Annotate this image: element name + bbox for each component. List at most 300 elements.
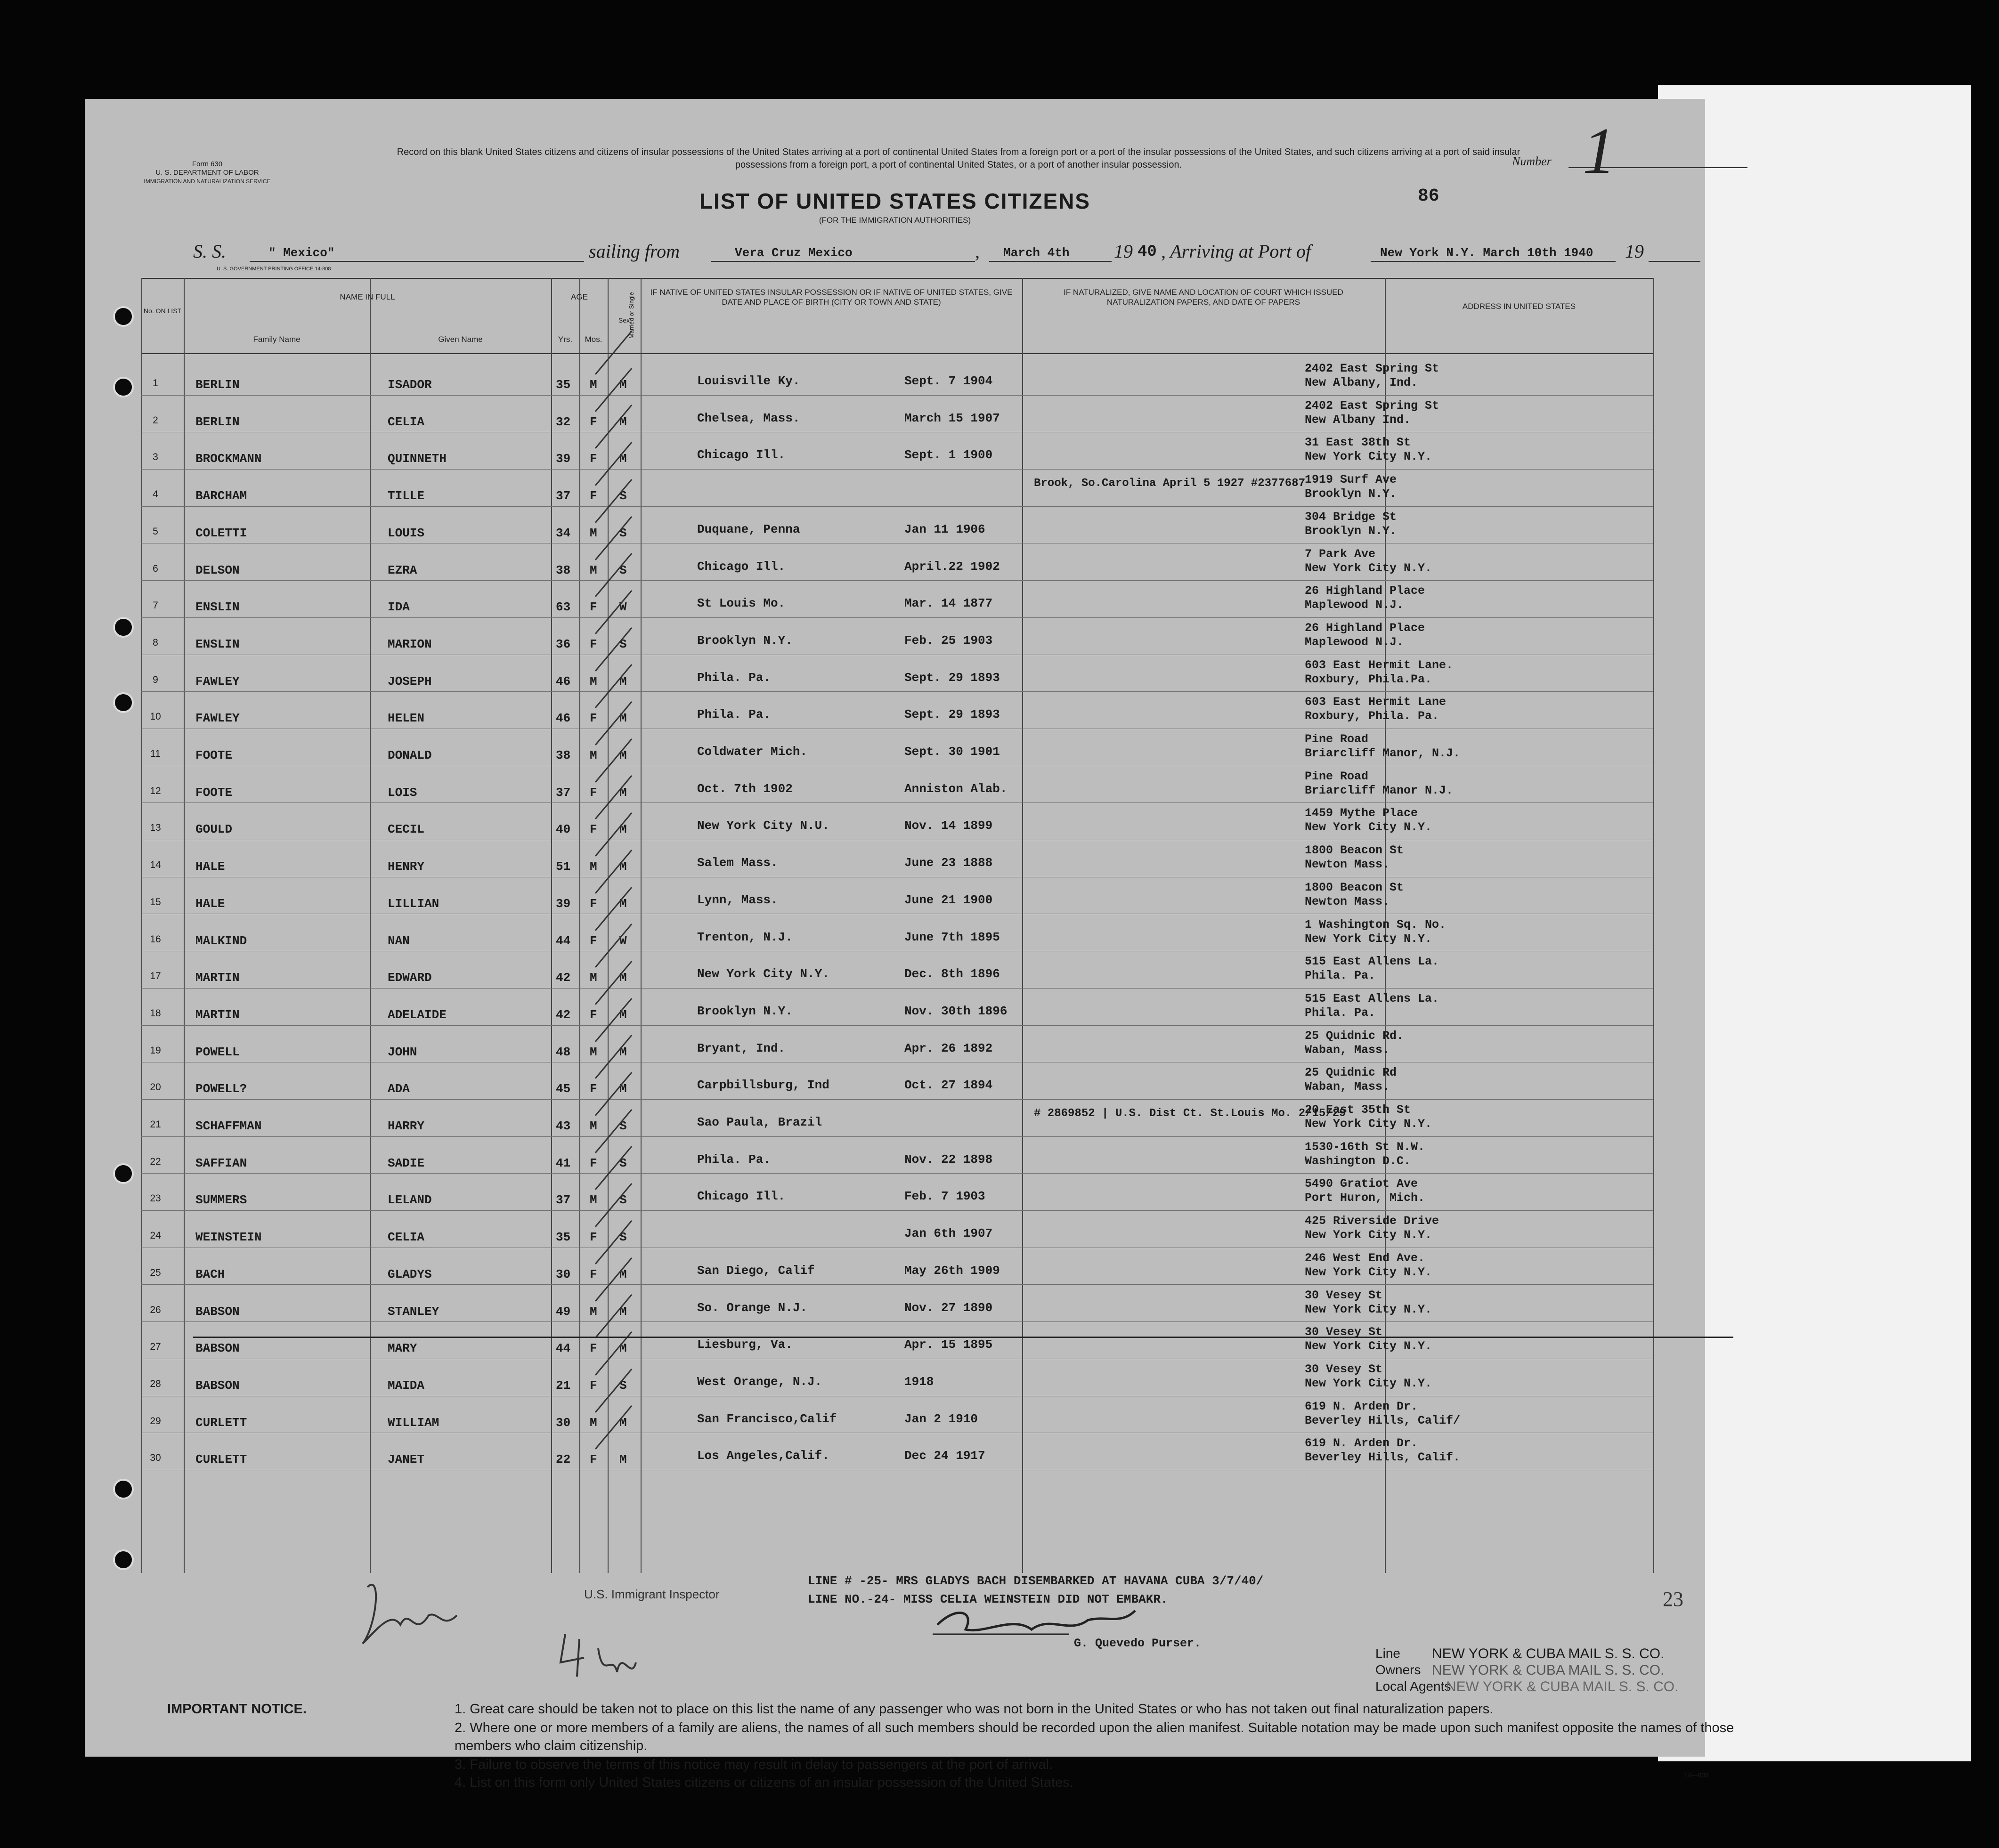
birth-place: Louisville Ky. xyxy=(697,374,800,388)
table-row xyxy=(141,1322,1653,1359)
address-line-1: 1800 Beacon St xyxy=(1305,880,1404,894)
inspector-signature xyxy=(349,1568,537,1662)
table-row xyxy=(141,841,1653,877)
punch-hole xyxy=(113,1549,134,1570)
given-name: ADELAIDE xyxy=(388,1007,447,1022)
marital-status: M xyxy=(619,822,627,837)
family-name: POWELL? xyxy=(195,1082,247,1096)
departure-year: 40 xyxy=(1138,243,1157,261)
age: 21 xyxy=(556,1378,571,1393)
birth-place: Bryant, Ind. xyxy=(697,1041,786,1055)
age: 37 xyxy=(556,489,571,503)
sex: F xyxy=(590,1452,597,1467)
sex: F xyxy=(590,785,597,800)
row-rule xyxy=(141,469,1653,470)
sex: F xyxy=(590,489,597,503)
row-number: 21 xyxy=(150,1119,161,1130)
year-prefix: 19 xyxy=(1114,241,1133,262)
address-line-2: New York City N.Y. xyxy=(1305,820,1432,835)
address-line-2: Washington D.C. xyxy=(1305,1154,1411,1168)
birth-date: Oct. 27 1894 xyxy=(904,1078,993,1093)
row-rule xyxy=(141,1210,1653,1211)
birth-date: Anniston Alab. xyxy=(904,781,1008,796)
address-line-1: 31 East 38th St xyxy=(1305,436,1411,450)
birth-place: Oct. 7th 1902 xyxy=(697,781,793,796)
age: 44 xyxy=(556,1341,571,1356)
table-row xyxy=(141,1360,1653,1396)
address-line-1: 304 Bridge St xyxy=(1305,510,1397,524)
row-number: 26 xyxy=(150,1304,161,1315)
department-name: U. S. DEPARTMENT OF LABOR xyxy=(155,169,259,177)
table-row xyxy=(141,989,1653,1026)
age: 46 xyxy=(556,711,571,726)
col-mos: Mos. xyxy=(585,335,602,344)
arrival-port: New York N.Y. March 10th 1940 xyxy=(1380,246,1593,260)
page-number: 23 xyxy=(1663,1588,1683,1611)
table-row xyxy=(141,1286,1653,1322)
address-line-2: Port Huron, Mich. xyxy=(1305,1191,1425,1205)
age: 43 xyxy=(556,1119,571,1133)
address-line-2: New York City N.Y. xyxy=(1305,1302,1432,1316)
table-row xyxy=(141,507,1653,544)
birth-date: Mar. 14 1877 xyxy=(904,596,993,611)
inspector-label: U.S. Immigrant Inspector xyxy=(584,1587,720,1601)
birth-place: Liesburg, Va. xyxy=(697,1337,793,1352)
address-line-2: New York City N.Y. xyxy=(1305,1265,1432,1279)
birth-place: Chelsea, Mass. xyxy=(697,411,800,425)
row-rule xyxy=(141,802,1653,803)
form-identifier xyxy=(122,160,292,186)
family-name: SAFFIAN xyxy=(195,1156,247,1170)
number-label: Number xyxy=(1512,154,1552,168)
notice-item-1: 1. Great care should be taken not to place on this list the name of any passenger who was not born in the United States or who has not taken out final naturalization papers. xyxy=(455,1702,1494,1717)
form-code: 14—808 xyxy=(1684,1771,1709,1779)
sex: M xyxy=(590,563,597,577)
family-name: BERLIN xyxy=(195,414,240,429)
row-number: 19 xyxy=(150,1045,161,1056)
sex: M xyxy=(590,674,597,689)
table-row xyxy=(141,656,1653,692)
age: 37 xyxy=(556,785,571,800)
given-name: CELIA xyxy=(388,1230,425,1245)
birth-date: Apr. 26 1892 xyxy=(904,1041,993,1055)
address-line-1: Pine Road xyxy=(1305,732,1369,746)
family-name: BARCHAM xyxy=(195,489,247,503)
address-line-1: 603 East Hermit Lane xyxy=(1305,695,1446,709)
family-name: SUMMERS xyxy=(195,1193,247,1208)
given-name: CECIL xyxy=(388,822,425,837)
birth-place: Phila. Pa. xyxy=(697,1152,771,1167)
row-rule xyxy=(141,691,1653,692)
age: 36 xyxy=(556,637,571,651)
row-number: 27 xyxy=(150,1341,161,1353)
marital-status: M xyxy=(619,1341,627,1356)
sex: F xyxy=(590,1267,597,1281)
table-row xyxy=(141,1248,1653,1285)
birth-place: Phila. Pa. xyxy=(697,670,771,685)
age: 39 xyxy=(556,452,571,466)
given-name: LOUIS xyxy=(388,526,425,540)
punch-hole xyxy=(113,306,134,327)
birth-place: Phila. Pa. xyxy=(697,707,771,722)
agents-label: Local Agents xyxy=(1375,1679,1451,1694)
age: 32 xyxy=(556,414,571,429)
birth-place: New York City N.U. xyxy=(697,819,829,833)
notice-item-3: 3. Failure to observe the terms of this notice may result in delay to passengers at the port of arrival. xyxy=(455,1757,1053,1772)
row-rule xyxy=(141,1099,1653,1100)
family-name: WEINSTEIN xyxy=(195,1230,262,1245)
date-rule xyxy=(989,261,1112,262)
marital-status: S xyxy=(619,563,627,577)
given-name: HELEN xyxy=(388,711,425,726)
address-line-1: 2402 East Spring St xyxy=(1305,362,1439,375)
note-line-24: LINE NO.-24- MISS CELIA WEINSTEIN DID NOT EMBAKR. xyxy=(808,1592,1168,1606)
marital-status: S xyxy=(619,1119,627,1133)
age: 35 xyxy=(556,378,571,392)
address-line-1: 20 East 35th St xyxy=(1305,1103,1411,1117)
owners-value: NEW YORK & CUBA MAIL S. S. CO. xyxy=(1432,1662,1665,1678)
form-instructions: Record on this blank United States citizens and citizens of insular possessions of the United States arriving at a port of continental United States from a foreign port or a port of the insular possessions of the United States, and such citizens arriving at a port of said insular possessions from a foreign port, a port of continental United States, or a port of another insular possession. xyxy=(397,147,1520,170)
address-line-2: New York City N.Y. xyxy=(1305,450,1432,464)
row-number: 7 xyxy=(153,600,158,611)
strikethrough-line xyxy=(193,1337,1733,1338)
birth-date: Apr. 15 1895 xyxy=(904,1337,993,1352)
table-row xyxy=(141,544,1653,581)
address-line-2: Beverley Hills, Calif/ xyxy=(1305,1413,1461,1427)
marital-status: M xyxy=(619,896,627,911)
birth-date: Sept. 29 1893 xyxy=(904,707,1000,722)
row-number: 30 xyxy=(150,1452,161,1464)
address-line-2: New Albany, Ind. xyxy=(1305,376,1418,389)
age: 41 xyxy=(556,1156,571,1170)
birth-place: Chicago Ill. xyxy=(697,1189,786,1204)
sex: M xyxy=(590,378,597,392)
age: 39 xyxy=(556,896,571,911)
address-line-2: Newton Mass. xyxy=(1305,858,1390,872)
given-name: QUINNETH xyxy=(388,452,447,466)
age: 35 xyxy=(556,1230,571,1245)
address-line-2: New York City N.Y. xyxy=(1305,1376,1432,1390)
marital-status: M xyxy=(619,711,627,726)
sex: F xyxy=(590,711,597,726)
marital-status: S xyxy=(619,1378,627,1393)
sex: F xyxy=(590,414,597,429)
marital-status: M xyxy=(619,748,627,762)
birth-date: Nov. 27 1890 xyxy=(904,1300,993,1315)
birth-date: May 26th 1909 xyxy=(904,1263,1000,1278)
birth-place: Lynn, Mass. xyxy=(697,892,778,907)
address-line-1: 603 East Hermit Lane. xyxy=(1305,658,1454,672)
age: 44 xyxy=(556,933,571,948)
family-name: FOOTE xyxy=(195,785,233,800)
address-line-2: New York City N.Y. xyxy=(1305,1339,1432,1354)
table-row xyxy=(141,915,1653,952)
age: 37 xyxy=(556,1193,571,1208)
address-line-1: 515 East Allens La. xyxy=(1305,991,1439,1005)
address-line-1: 1919 Surf Ave xyxy=(1305,473,1397,487)
family-name: BROCKMANN xyxy=(195,452,262,466)
birth-place: Chicago Ill. xyxy=(697,448,786,462)
address-line-2: Briarcliff Manor N.J. xyxy=(1305,783,1454,797)
sex: M xyxy=(590,1193,597,1208)
table-row xyxy=(141,1434,1653,1470)
family-name: COLETTI xyxy=(195,526,247,540)
marital-status: S xyxy=(619,637,627,651)
row-number: 9 xyxy=(153,674,158,685)
sex: M xyxy=(590,526,597,540)
col-sex: Sex xyxy=(618,316,630,324)
given-name: JANET xyxy=(388,1452,425,1467)
age: 46 xyxy=(556,674,571,689)
departure-port: Vera Cruz Mexico xyxy=(735,246,853,260)
row-number: 14 xyxy=(150,859,161,871)
table-row xyxy=(141,692,1653,729)
age: 42 xyxy=(556,1007,571,1022)
sex: F xyxy=(590,1156,597,1170)
port-rule xyxy=(1371,261,1616,262)
address-line-2: Waban, Mass. xyxy=(1305,1043,1390,1057)
marital-status: M xyxy=(619,1267,627,1281)
marital-status: M xyxy=(619,1082,627,1096)
address-line-1: 515 East Allens La. xyxy=(1305,955,1439,969)
row-number: 11 xyxy=(150,748,161,759)
agents-field xyxy=(1375,1679,1679,1694)
sex: M xyxy=(590,971,597,985)
punch-hole xyxy=(113,377,134,397)
punch-hole xyxy=(113,1163,134,1184)
table-row xyxy=(141,1026,1653,1063)
birth-date: June 7th 1895 xyxy=(904,930,1000,944)
family-name: FAWLEY xyxy=(195,711,240,726)
family-name: MARTIN xyxy=(195,971,240,985)
row-number: 5 xyxy=(153,526,158,537)
marital-status: W xyxy=(619,600,627,615)
row-rule xyxy=(141,1173,1653,1174)
marital-status: W xyxy=(619,933,627,948)
birth-place: San Francisco,Calif xyxy=(697,1411,837,1426)
row-rule xyxy=(141,395,1653,396)
table-row xyxy=(141,618,1653,655)
address-line-2: Beverley Hills, Calif. xyxy=(1305,1451,1461,1465)
birth-date: Sept. 29 1893 xyxy=(904,670,1000,685)
agents-value: NEW YORK & CUBA MAIL S. S. CO. xyxy=(1446,1679,1679,1694)
table-row xyxy=(141,878,1653,915)
row-rule xyxy=(141,988,1653,989)
age: 49 xyxy=(556,1304,571,1319)
marital-status: M xyxy=(619,1415,627,1430)
given-name: JOHN xyxy=(388,1045,417,1059)
marital-status: M xyxy=(619,859,627,874)
marital-status: S xyxy=(619,1156,627,1170)
table-row xyxy=(141,1100,1653,1137)
row-number: 25 xyxy=(150,1267,161,1278)
age: 30 xyxy=(556,1415,571,1430)
sex: M xyxy=(590,1415,597,1430)
address-line-1: Pine Road xyxy=(1305,769,1369,783)
birth-place: Chicago Ill. xyxy=(697,559,786,574)
age: 42 xyxy=(556,971,571,985)
birth-place: Carpbillsburg, Ind xyxy=(697,1078,829,1093)
row-number: 22 xyxy=(150,1156,161,1167)
row-number: 10 xyxy=(150,711,161,722)
table-row xyxy=(141,359,1653,396)
family-name: HALE xyxy=(195,896,225,911)
age: 45 xyxy=(556,1082,571,1096)
given-name: TILLE xyxy=(388,489,425,503)
family-name: ENSLIN xyxy=(195,637,240,651)
service-name: IMMIGRATION AND NATURALIZATION SERVICE xyxy=(144,178,271,185)
col-family: Family Name xyxy=(253,335,301,344)
birth-place: Coldwater Mich. xyxy=(697,745,808,759)
given-name: ADA xyxy=(388,1082,410,1096)
age: 38 xyxy=(556,563,571,577)
family-name: BACH xyxy=(195,1267,225,1281)
note-line-25: LINE # -25- MRS GLADYS BACH DISEMBARKED AT HAVANA CUBA 3/7/40/ xyxy=(808,1574,1264,1588)
marital-status: M xyxy=(619,674,627,689)
family-name: HALE xyxy=(195,859,225,874)
birth-date: 1918 xyxy=(904,1374,934,1389)
family-name: BABSON xyxy=(195,1378,240,1393)
row-rule xyxy=(141,1321,1653,1322)
table-row xyxy=(141,1211,1653,1248)
address-line-1: 425 Riverside Drive xyxy=(1305,1214,1439,1228)
address-line-2: Newton Mass. xyxy=(1305,894,1390,908)
marital-status: S xyxy=(619,526,627,540)
address-line-2: Maplewood N.J. xyxy=(1305,635,1404,649)
row-number: 24 xyxy=(150,1230,161,1241)
marital-status: S xyxy=(619,1230,627,1245)
row-number: 28 xyxy=(150,1378,161,1389)
owners-label: Owners xyxy=(1375,1662,1421,1677)
address-line-2: Roxbury, Phila.Pa. xyxy=(1305,672,1432,686)
birth-date: March 15 1907 xyxy=(904,411,1000,425)
punch-hole xyxy=(113,692,134,713)
address-line-2: Phila. Pa. xyxy=(1305,969,1376,983)
given-name: CELIA xyxy=(388,414,425,429)
row-rule xyxy=(141,506,1653,507)
family-name: POWELL xyxy=(195,1045,240,1059)
sex: M xyxy=(590,859,597,874)
given-name: MAIDA xyxy=(388,1378,425,1393)
owners-field xyxy=(1375,1662,1665,1678)
address-line-1: 1459 Mythe Place xyxy=(1305,806,1418,820)
notice-item-4: 4. List on this form only United States citizens or citizens of an insular possession of the United States. xyxy=(455,1775,1073,1790)
col-address: ADDRESS IN UNITED STATES xyxy=(1462,302,1576,311)
address-line-1: 30 Vesey St xyxy=(1305,1325,1383,1339)
family-name: MALKIND xyxy=(195,933,247,948)
page-subtitle: (FOR THE IMMIGRATION AUTHORITIES) xyxy=(819,216,971,225)
address-line-1: 5490 Gratiot Ave xyxy=(1305,1177,1418,1191)
given-name: MARION xyxy=(388,637,432,651)
address-line-1: 619 N. Arden Dr. xyxy=(1305,1399,1418,1413)
punch-hole xyxy=(113,617,134,638)
row-number: 1 xyxy=(153,378,158,389)
list-number: 1 xyxy=(1583,114,1616,187)
address-line-1: 1 Washington Sq. No. xyxy=(1305,917,1446,932)
table-row xyxy=(141,470,1653,507)
given-name: LELAND xyxy=(388,1193,432,1208)
sex: F xyxy=(590,1082,597,1096)
family-name: CURLETT xyxy=(195,1415,247,1430)
birth-place: Los Angeles,Calif. xyxy=(697,1449,829,1463)
marital-status: M xyxy=(619,785,627,800)
marital-status: S xyxy=(619,489,627,503)
given-name: STANLEY xyxy=(388,1304,439,1319)
printing-stamp: U. S. GOVERNMENT PRINTING OFFICE 14-808 xyxy=(217,266,331,272)
birth-place: Brooklyn N.Y. xyxy=(697,633,793,648)
marital-status: M xyxy=(619,1304,627,1319)
address-line-1: 619 N. Arden Dr. xyxy=(1305,1436,1418,1451)
family-name: MARTIN xyxy=(195,1007,240,1022)
birth-place: Duquane, Penna xyxy=(697,522,800,536)
sex: F xyxy=(590,1230,597,1245)
row-number: 20 xyxy=(150,1082,161,1093)
birth-date: Dec 24 1917 xyxy=(904,1449,985,1463)
address-line-1: 26 Highland Place xyxy=(1305,584,1425,598)
birth-date: April.22 1902 xyxy=(904,559,1000,574)
year-suffix: 19 xyxy=(1625,241,1644,262)
column-rule xyxy=(1653,278,1654,1573)
table-row xyxy=(141,729,1653,766)
birth-place: Salem Mass. xyxy=(697,856,778,870)
sex: F xyxy=(590,896,597,911)
address-line-2: Waban, Mass. xyxy=(1305,1080,1390,1094)
birth-date: June 21 1900 xyxy=(904,892,993,907)
address-line-2: Phila. Pa. xyxy=(1305,1005,1376,1020)
birth-date: Feb. 25 1903 xyxy=(904,633,993,648)
given-name: GLADYS xyxy=(388,1267,432,1281)
given-name: IDA xyxy=(388,600,410,615)
birth-date: Jan 2 1910 xyxy=(904,1411,978,1426)
address-line-1: 30 Vesey St xyxy=(1305,1288,1383,1302)
table-row xyxy=(141,803,1653,840)
table-rule xyxy=(141,278,1653,279)
sex: F xyxy=(590,452,597,466)
col-naturalized: IF NATURALIZED, GIVE NAME AND LOCATION OF COURT WHICH ISSUED NATURALIZATION PAPERS, AND DATE OF PAPERS xyxy=(1064,288,1343,307)
family-name: ENSLIN xyxy=(195,600,240,615)
given-name: LILLIAN xyxy=(388,896,439,911)
line-field xyxy=(1375,1646,1665,1662)
line-label: Line xyxy=(1375,1646,1400,1661)
age: 34 xyxy=(556,526,571,540)
age: 30 xyxy=(556,1267,571,1281)
passenger-table xyxy=(141,278,1653,1573)
col-age: AGE xyxy=(571,292,588,301)
birth-place: Sao Paula, Brazil xyxy=(697,1115,822,1129)
notice-item-2: 2. Where one or more members of a family are aliens, the names of all such members should be recorded upon the alien manifest. Suitable notation may be made upon such manifest opposite the names of those members who claim citizenship. xyxy=(455,1720,1734,1753)
address-line-1: 26 Highland Place xyxy=(1305,621,1425,635)
marital-status: S xyxy=(619,1193,627,1208)
marital-status: M xyxy=(619,1007,627,1022)
col-no: No. ON LIST xyxy=(143,307,182,315)
col-given: Given Name xyxy=(438,335,483,344)
col-yrs: Yrs. xyxy=(558,335,573,344)
row-rule xyxy=(141,617,1653,618)
birth-date: Sept. 1 1900 xyxy=(904,448,993,462)
address-line-1: 7 Park Ave xyxy=(1305,547,1376,561)
naturalization: Brook, So.Carolina April 5 1927 #2377687 xyxy=(1034,477,1306,490)
row-number: 2 xyxy=(153,414,158,426)
sailing-label: sailing from xyxy=(589,241,680,262)
address-line-2: New Albany Ind. xyxy=(1305,413,1411,427)
row-number: 17 xyxy=(150,971,161,982)
row-number: 16 xyxy=(150,933,161,945)
given-name: ISADOR xyxy=(388,378,432,392)
address-line-2: Briarcliff Manor, N.J. xyxy=(1305,746,1461,760)
birth-date: Nov. 14 1899 xyxy=(904,819,993,833)
address-line-2: New York City N.Y. xyxy=(1305,561,1432,575)
table-row xyxy=(141,1063,1653,1100)
